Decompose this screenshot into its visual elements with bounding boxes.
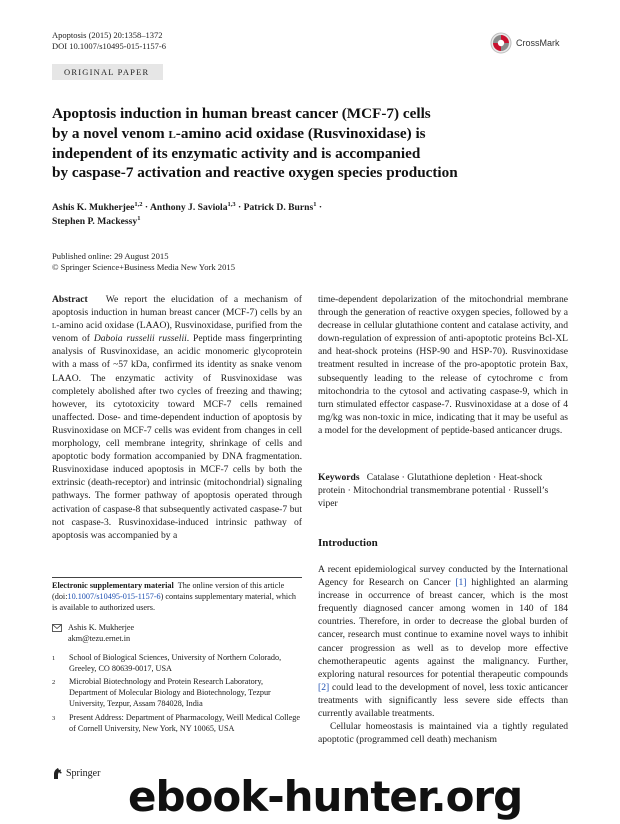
correspondence-block [52,622,302,644]
supplementary-text-2: ) contains supplementary material, which is available to authorized users. [52,591,296,612]
author-list [52,201,532,228]
reference-link-1[interactable]: [1] [455,577,467,589]
abstract-text-2: -amino acid oxidase (LAAO), Rusvinoxidase, purified from the venom of [52,320,302,345]
keywords-list: Catalase · Glutathione depletion · Heat-shock protein · Mitochondrial transmembrane potential · Russell’s viper [318,472,549,510]
title-line-4: by caspase-7 activation and reactive oxygen species production [52,164,458,182]
envelope-icon [52,624,62,632]
supplementary-doi-link[interactable]: 10.1007/s10495-015-1157-6 [67,591,161,601]
abstract-left-column [52,293,302,542]
affiliation-number: 2 [52,679,56,686]
title-line-1: Apoptosis induction in human breast cancer (MCF-7) cells [52,105,431,122]
affiliation-2 [52,677,302,709]
reference-link-2[interactable]: [2] [318,681,330,693]
abstract-text-1: We report the elucidation of a mechanism of apoptosis induction in human breast cancer (MCF-7) cells by an [52,294,302,319]
journal-citation: Apoptosis (2015) 20:1358–1372 [52,30,163,40]
affiliation-3 [52,713,302,735]
author-separator: · [316,202,323,213]
article-title [52,104,572,183]
crossmark-badge[interactable] [490,32,560,54]
journal-doi: DOI 10.1007/s10495-015-1157-6 [52,41,166,51]
author-name: Anthony J. Saviola [149,202,228,213]
springer-logo [52,767,100,780]
author-affiliation-marker: 1 [137,214,141,222]
intro-text-a: A recent epidemiological survey conducted by the International Agency for Research on Cancer [318,564,568,589]
abstract-small-caps-l: l [52,320,57,332]
author-affiliation-marker: 1,3 [227,200,236,208]
corresponding-author-email[interactable]: akm@tezu.ernet.in [68,634,131,643]
author-affiliation-marker: 1,2 [134,200,143,208]
author-name: Stephen P. Mackessy [52,215,138,227]
affiliation-text: School of Biological Sciences, University of Northern Colorado, Greeley, CO 80639-0017, USA [69,653,282,673]
affiliation-text: Microbial Biotechnology and Protein Research Laboratory, Department of Molecular Biology and Biotechnology, Tezpur University, Tezpur, Assam 784028, India [69,677,271,708]
supplementary-note [52,581,302,613]
intro-text-b: highlighted an alarming increase in occurrence of breast cancer, which is the most frequently diagnosed cancer among women in 140 of 184 countries. Therefore, in order to decrease the global burden of cancer, research must continue to examine novel ways to inhibit cancer progression as well as to develop more effective chemotherapeutic agents against the malignancy. Further, exploring natural resources for potential therapeutic compounds [318,577,568,680]
title-line-2-pre: by a novel venom [52,124,169,142]
affiliation-number: 3 [52,715,56,722]
author-4[interactable] [52,216,140,227]
introduction-heading: Introduction [318,537,378,549]
section-label: ORIGINAL PAPER [52,64,163,80]
intro-paragraph-1 [318,563,568,720]
crossmark-icon [490,32,512,54]
footnote-divider [52,577,302,578]
author-affiliation-marker: 1 [313,200,317,208]
corresponding-author-name: Ashis K. Mukherjee [68,623,135,632]
intro-text-c: could lead to the development of novel, less toxic anticancer treatments with significantly less severe side effects than currently available treatments. [318,681,568,720]
keywords-heading: Keywords [318,472,360,483]
abstract-heading: Abstract [52,294,88,305]
published-date: Published online: 29 August 2015 [52,251,169,261]
author-name: Patrick D. Burns [243,202,314,213]
author-name: Ashis K. Mukherjee [52,202,135,213]
publisher-name: Springer [66,768,101,779]
title-small-caps-l: l [168,124,176,142]
supplementary-heading: Electronic supplementary material [52,581,174,590]
journal-header [52,30,166,52]
abstract-right-column: time-dependent depolarization of the mitochondrial membrane through the generation of reactive oxygen species, followed by a decrease in cellular glutathione content and catalase activity, and down-regulation of expression of anti-apoptotic proteins Bcl-XL and heat-shock proteins (HSP-90 and HSP-70). Rusvinoxidase treatment resulted in increase of the pro-apoptotic protein Bax, subsequently leading to the release of cytochrome c from mitochondria to the cytosol and activating caspase-9, which in turn stimulated effector caspase-7. Rusvinoxidase at a dose of 4 mg/kg was non-toxic in mice, indicating that it may be useful as a model for the development of peptide-based anticancer drugs. [318,294,568,436]
author-3[interactable] [244,202,317,213]
author-1[interactable] [52,202,142,213]
watermark-text: ebook-hunter.org [128,772,523,821]
introduction-text [318,563,568,746]
supplementary-text-1: The online version of this article (doi: [52,581,285,601]
title-line-3: independent of its enzymatic activity and is accompanied [52,144,421,162]
author-separator: · [235,202,244,213]
affiliation-text: Present Address: Department of Pharmacology, Weill Medical College of Cornell University, New York, NY 10065, USA [69,713,301,733]
crossmark-label: CrossMark [516,38,560,48]
springer-horse-icon [52,767,63,780]
title-line-2 [52,124,572,144]
publication-info [52,251,235,273]
abstract-text-3: . Peptide mass fingerprinting analysis of Rusvinoxidase, an acidic monomeric glycoprotein with a mass of ~57 kDa, confirmed its identity as snake venom LAAO. The enzymatic activity of Rusvinoxidase was completely abolished after two cycles of freezing and thawing; however, its cytotoxicity toward MCF-7 cells remained unaffected. Dose- and time-dependent induction of apoptosis by Rusvinoxidase on MCF-7 cells was evident from changes in cell morphology, cell membrane integrity, shrinkage of cells and apoptotic body formation accompanied by DNA fragmentation. Rusvinoxidase induced apoptosis in MCF-7 cells by both the extrinsic (death-receptor) and intrinsic (mitochondrial) signaling pathways. The former pathway of apoptosis operated through activation of caspase-8 that subsequently activated caspase-7 but not caspase-3. Rusvinoxidase-induced intrinsic pathway of apoptosis was accompanied by a [52,333,302,541]
affiliation-number: 1 [52,655,56,662]
title-line-2-post: -amino acid oxidase (Rusvinoxidase) is [175,124,426,142]
intro-paragraph-2: Cellular homeostasis is maintained via a tightly regulated apoptotic (programmed cell death) mechanism [318,721,568,746]
species-name: Daboia russelii russelii [93,333,187,345]
author-separator: · [142,202,150,213]
affiliation-1 [52,653,302,675]
keywords-block [318,471,568,510]
copyright-line: © Springer Science+Business Media New York 2015 [52,262,235,272]
author-2[interactable] [150,202,236,213]
